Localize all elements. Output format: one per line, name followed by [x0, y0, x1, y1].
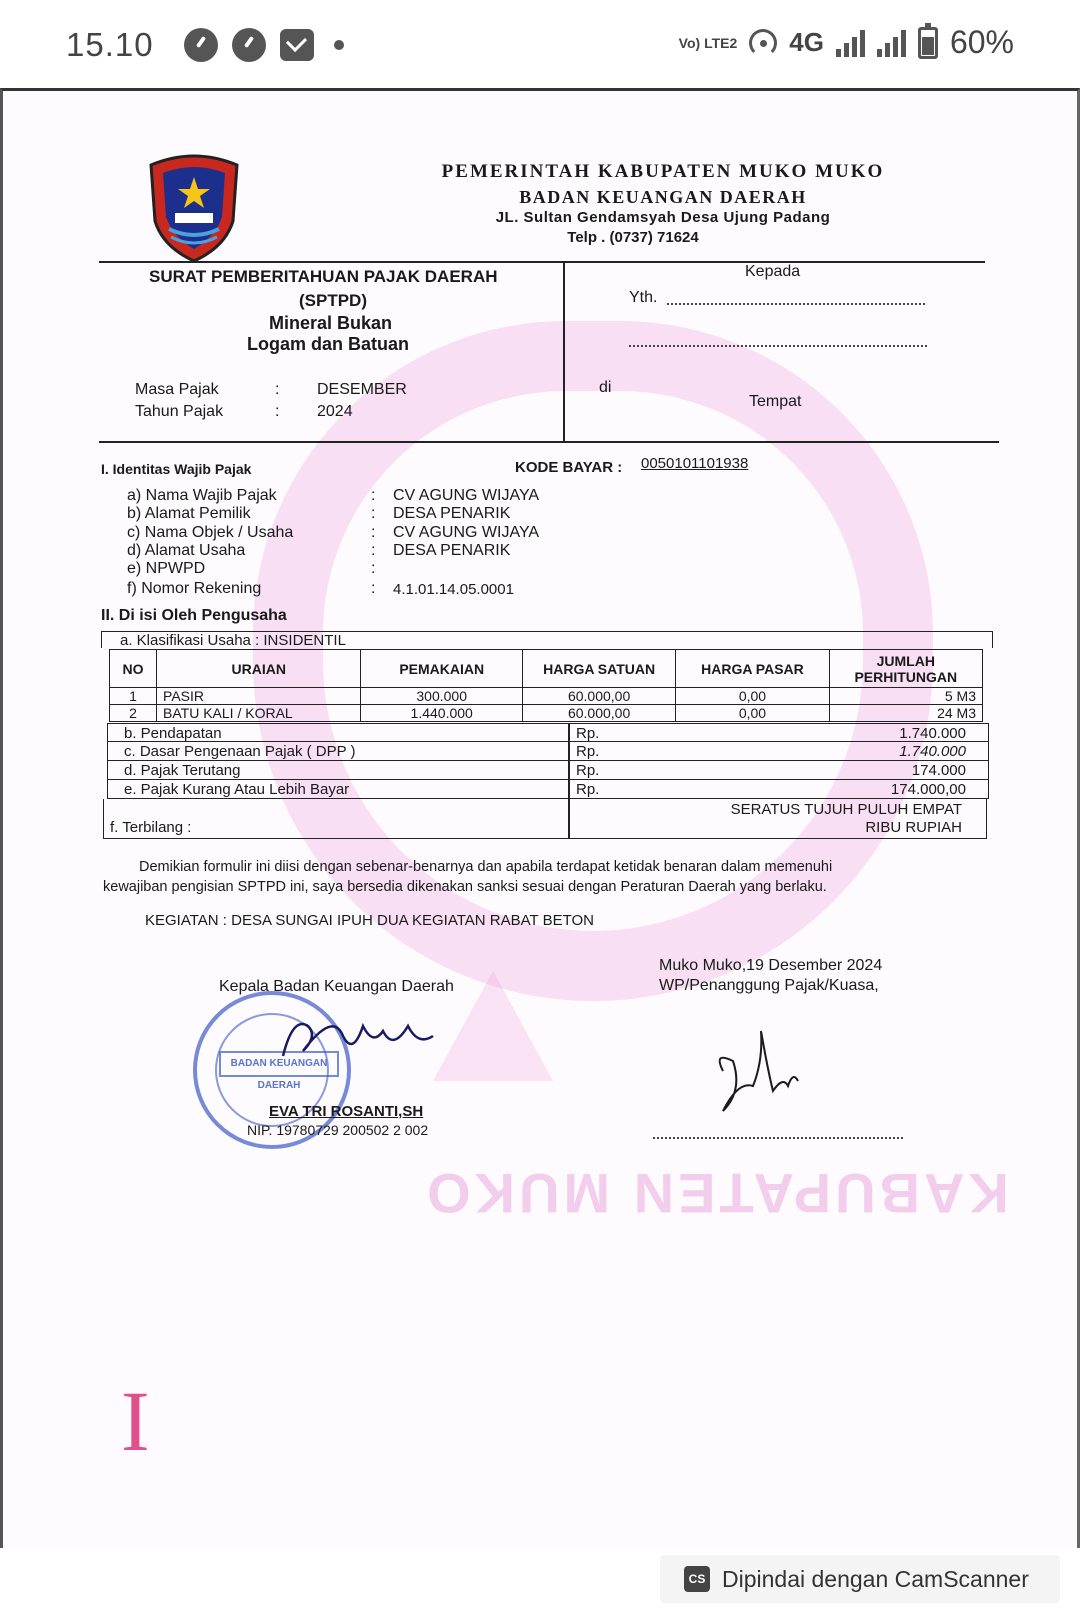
form-subtitle: Logam dan Batuan [247, 334, 410, 354]
identity-label: e) NPWPD [127, 560, 206, 577]
identity-label: c) Nama Objek / Usaha [127, 524, 294, 541]
items-table [109, 649, 983, 722]
summary-value: 1.740.000 [899, 743, 966, 760]
item-pemakaian: 300.000 [361, 688, 523, 705]
summary-value: 1.740.000 [899, 725, 966, 742]
wp-title: WP/Penanggung Pajak/Kuasa, [659, 977, 879, 994]
kode-bayar-value: 0050101101938 [641, 455, 749, 472]
item-jumlah: 24 M3 [829, 705, 982, 722]
item-pemakaian: 1.440.000 [361, 705, 523, 722]
signal-strength-icon [836, 29, 865, 57]
statement-line2: kewajiban pengisian SPTPD ini, saya bersedia dikenakan sanksi sesuai dengan Peraturan Daerah yang berlaku. [103, 879, 827, 895]
form-title: SURAT PEMBERITAHUAN PAJAK DAERAH [149, 267, 498, 286]
right-signature-icon [703, 1021, 813, 1131]
summary-label: d. Pajak Terutang [124, 762, 241, 779]
column-header: URAIAN [157, 650, 361, 688]
battery-percent: 60% [949, 24, 1014, 60]
column-header: NO [110, 650, 157, 688]
page-mark: I [121, 1373, 150, 1469]
column-header: HARGA PASAR [676, 650, 829, 688]
status-time: 15.10 [66, 26, 154, 63]
kepada-label: Kepada [745, 263, 801, 280]
head-name: EVA TRI ROSANTI,SH [269, 1103, 424, 1120]
battery-icon [918, 27, 938, 59]
tahun-pajak-value: 2024 [317, 403, 353, 420]
separator: : [371, 560, 376, 577]
statement-line1: Demikian formulir ini diisi dengan sebenar-benarnya dan apabila terdapat ketidak benaran dalam memenuhi [139, 859, 833, 875]
separator: : [371, 487, 376, 504]
terbilang-row [103, 799, 987, 839]
camscanner-badge[interactable] [660, 1555, 1060, 1603]
summary-row-pendapatan [107, 723, 989, 742]
separator: : [371, 542, 376, 559]
divider [563, 261, 565, 441]
column-header: JUMLAH PERHITUNGAN [829, 650, 982, 688]
terbilang-value-line2: RIBU RUPIAH [865, 819, 962, 836]
identity-value: 4.1.01.14.05.0001 [393, 581, 514, 598]
head-nip: NIP. 19780729 200502 2 002 [247, 1122, 429, 1138]
yth-label: Yth. [629, 289, 658, 306]
left-signature-icon [273, 996, 443, 1076]
camscanner-text: Dipindai dengan CamScanner [722, 1565, 1029, 1592]
camscanner-icon: CS [684, 1566, 710, 1592]
summary-value: 174.000 [911, 762, 966, 779]
separator: : [275, 403, 280, 420]
identity-value: DESA PENARIK [393, 542, 511, 559]
summary-value: 174.000,00 [890, 781, 966, 798]
summary-label: e. Pajak Kurang Atau Lebih Bayar [124, 781, 350, 798]
identity-label: a) Nama Wajib Pajak [127, 487, 277, 504]
identity-value: CV AGUNG WIJAYA [393, 524, 540, 541]
di-label: di [599, 379, 612, 396]
notification-app-icon [232, 28, 266, 62]
item-no: 2 [110, 705, 157, 722]
separator: : [275, 381, 280, 398]
notification-app-icon [184, 28, 218, 62]
klasifikasi-label: a. Klasifikasi Usaha : INSIDENTIL [120, 632, 346, 649]
table-header-row [110, 650, 983, 688]
separator: : [371, 580, 376, 597]
item-harga-satuan: 60.000,00 [522, 688, 675, 705]
item-no: 1 [110, 688, 157, 705]
recipient-line [629, 345, 927, 347]
more-notifications-icon [334, 40, 344, 50]
summary-currency: Rp. [576, 762, 600, 779]
section-entrepreneur-title: II. Di isi Oleh Pengusaha [101, 607, 287, 624]
form-abbrev: (SPTPD) [299, 291, 367, 310]
wp-signature-line [653, 1137, 903, 1139]
divider [99, 441, 999, 443]
item-harga-pasar: 0,00 [676, 705, 829, 722]
table-row [110, 705, 983, 722]
header-agency: BADAN KEUANGAN DAERAH [519, 187, 807, 207]
separator: : [371, 505, 376, 522]
notification-message-icon [280, 29, 314, 61]
identity-label: b) Alamat Pemilik [127, 505, 251, 522]
head-title: Kepala Badan Keuangan Daerah [219, 978, 454, 995]
summary-row-dpp [107, 742, 989, 761]
item-uraian: BATU KALI / KORAL [157, 705, 361, 722]
identity-label: f) Nomor Rekening [127, 580, 262, 597]
stamp-text: BADAN KEUANGAN DAERAH [219, 1051, 339, 1077]
summary-label: c. Dasar Pengenaan Pajak ( DPP ) [124, 743, 356, 760]
item-uraian: PASIR [157, 688, 361, 705]
separator: : [371, 524, 376, 541]
masa-pajak-label: Masa Pajak [135, 381, 219, 398]
identity-value: DESA PENARIK [393, 505, 511, 522]
table-row [110, 688, 983, 705]
identity-value: CV AGUNG WIJAYA [393, 487, 540, 504]
network-type-label: 4G [789, 27, 824, 57]
hotspot-icon [749, 29, 777, 57]
summary-label: b. Pendapatan [124, 725, 222, 742]
item-jumlah: 5 M3 [829, 688, 982, 705]
volte-icon: Vo) LTE2 [678, 34, 738, 51]
masa-pajak-value: DESEMBER [317, 381, 407, 398]
system-icons [679, 24, 1014, 61]
header-government: PEMERINTAH KABUPATEN MUKO MUKO [441, 161, 885, 182]
terbilang-value-line1: SERATUS TUJUH PULUH EMPAT [730, 801, 962, 818]
recipient-line [667, 303, 925, 305]
summary-currency: Rp. [576, 725, 600, 742]
divider [99, 261, 985, 263]
item-harga-pasar: 0,00 [676, 688, 829, 705]
signal-strength-icon-2 [877, 29, 906, 57]
scanned-document[interactable] [0, 88, 1080, 1548]
summary-row-kurang-lebih [107, 780, 989, 799]
status-bar [0, 0, 1080, 90]
summary-currency: Rp. [576, 743, 600, 760]
form-subtitle: Mineral Bukan [269, 313, 393, 333]
column-header: HARGA SATUAN [522, 650, 675, 688]
kode-bayar-label: KODE BAYAR : [515, 459, 623, 476]
notification-icons [184, 28, 344, 62]
tempat-label: Tempat [749, 393, 802, 410]
summary-currency: Rp. [576, 781, 600, 798]
summary-row-pajak-terutang [107, 761, 989, 780]
terbilang-label: f. Terbilang : [110, 819, 192, 836]
watermark-text: KABUPATEN MUKO [423, 1162, 1009, 1225]
header-address: JL. Sultan Gendamsyah Desa Ujung Padang [495, 209, 831, 226]
column-header: PEMAKAIAN [361, 650, 523, 688]
place-date: Muko Muko,19 Desember 2024 [659, 957, 883, 974]
tahun-pajak-label: Tahun Pajak [135, 403, 224, 420]
section-identity-title: I. Identitas Wajib Pajak [101, 461, 252, 477]
kegiatan-text: KEGIATAN : DESA SUNGAI IPUH DUA KEGIATAN RABAT BETON [145, 912, 594, 929]
identity-label: d) Alamat Usaha [127, 542, 246, 559]
header-phone: Telp . (0737) 71624 [567, 229, 699, 246]
item-harga-satuan: 60.000,00 [522, 705, 675, 722]
klasifikasi-row [101, 631, 993, 648]
